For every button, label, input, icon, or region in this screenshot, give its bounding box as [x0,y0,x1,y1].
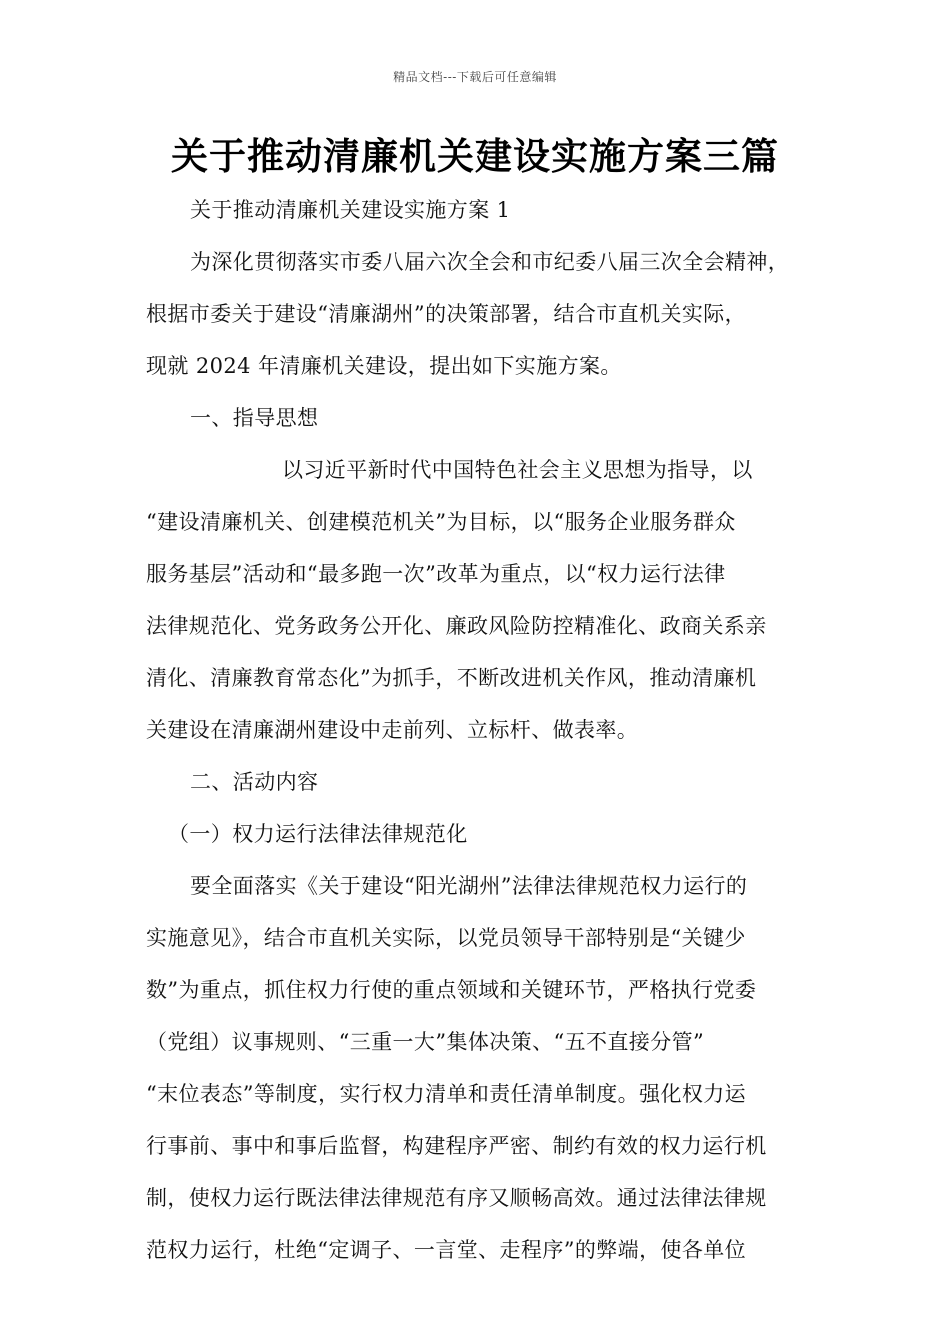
paragraph-line: 以习近平新时代中国特色社会主义思想为指导，以 [282,458,753,482]
paragraph-line: （党组）议事规则、“三重一大”集体决策、“五不直接分管” [146,1030,705,1054]
document-title: 关于推动清廉机关建设实施方案三篇 [171,135,779,178]
section-heading: 一、指导思想 [190,406,319,430]
paragraph-line: “建设清廉机关、创建模范机关”为目标，以“服务企业服务群众 [146,510,736,534]
document-body [146,184,826,1276]
intro-line: 根据市委关于建设“清廉湖州”的决策部署，结合市直机关实际， [146,302,747,326]
intro-line: 现就 2024 年清廉机关建设，提出如下实施方案。 [146,354,622,378]
paragraph-line: “末位表态”等制度，实行权力清单和责任清单制度。强化权力运 [146,1082,747,1106]
paragraph-line: 范权力运行，杜绝“定调子、一言堂、走程序”的弊端，使各单位 [146,1238,747,1262]
paragraph-line: 清化、清廉教育常态化”为抓手，不断改进机关作风，推动清廉机 [146,666,757,690]
paragraph-line: 数”为重点，抓住权力行使的重点领域和关键环节，严格执行党委 [146,978,757,1002]
paragraph-line: 要全面落实《关于建设“阳光湖州”法律法律规范权力运行的 [190,874,748,898]
paragraph-line: 服务基层”活动和“最多跑一次”改革为重点，以“权力运行法律 [146,562,726,586]
intro-line: 为深化贯彻落实市委八届六次全会和市纪委八届三次全会精神， [190,250,790,274]
paragraph-line: 法律规范化、党务政务公开化、廉政风险防控精准化、政商关系亲 [146,614,767,638]
subtitle: 关于推动清廉机关建设实施方案 1 [190,198,511,222]
paragraph-line: 制，使权力运行既法律法律规范有序又顺畅高效。通过法律法律规 [146,1186,767,1210]
header-note: 精品文档---下载后可任意编辑 [393,70,557,84]
paragraph-line: 关建设在清廉湖州建设中走前列、立标杆、做表率。 [146,718,639,742]
subsection-heading: （一）权力运行法律法律规范化 [168,822,468,846]
paragraph-line: 行事前、事中和事后监督，构建程序严密、制约有效的权力运行机 [146,1134,767,1158]
section-heading: 二、活动内容 [190,770,319,794]
paragraph-line: 实施意见》，结合市直机关实际，以党员领导干部特别是“关键少 [146,926,746,950]
